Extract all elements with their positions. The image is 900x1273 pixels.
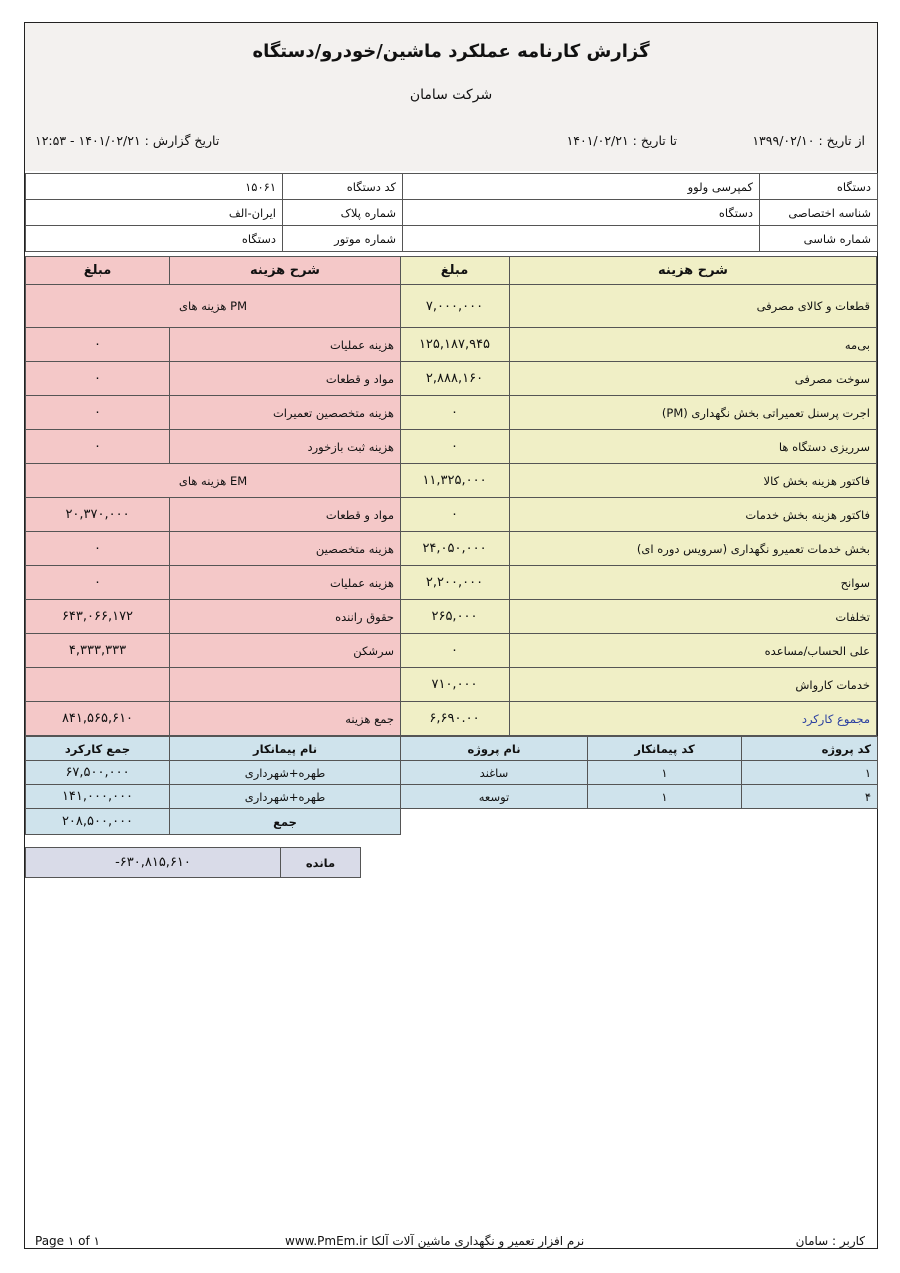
cost-amount: ۰	[400, 396, 510, 430]
cost-desc: بی‌مه	[510, 328, 877, 362]
cost-amount: ۷۱۰,۰۰۰	[400, 668, 510, 702]
cost-amount	[26, 668, 170, 702]
cost-section-title: EM هزینه های	[26, 464, 401, 498]
cost-amount: ۴,۳۳۳,۳۳۳	[26, 634, 170, 668]
cost-desc-header: شرح هزینه	[170, 257, 401, 285]
company-name: شرکت سامان	[409, 87, 493, 103]
cost-row	[26, 498, 401, 532]
cost-row	[26, 430, 401, 464]
cost-section-title: PM هزینه های	[26, 285, 401, 328]
cost-desc: سوانح	[510, 566, 877, 600]
cost-row	[26, 328, 401, 362]
footer-software: نرم افزار تعمیر و نگهداری ماشین آلات آلکا www.PmEm.ir	[285, 1234, 585, 1248]
device-code-value: ۱۵۰۶۱	[26, 174, 283, 200]
cost-header-row	[26, 257, 401, 285]
cost-amount: ۱۱,۳۲۵,۰۰۰	[400, 464, 510, 498]
cost-row	[26, 702, 401, 736]
plate-value: ایران-الف	[26, 200, 283, 226]
project-name: توسعه	[401, 785, 588, 809]
cost-amount: ۲۴,۰۵۰,۰۰۰	[400, 532, 510, 566]
cost-desc: جمع هزینه	[170, 702, 401, 736]
cost-desc: فاکتور هزینه بخش کالا	[510, 464, 877, 498]
cost-row	[400, 285, 877, 328]
cost-row	[26, 532, 401, 566]
cost-row	[26, 668, 401, 702]
cost-row	[400, 566, 877, 600]
cost-row	[26, 600, 401, 634]
remain-value: -۶۳۰,۸۱۵,۶۱۰	[26, 848, 281, 878]
cost-amount: ۶۴۳,۰۶۶,۱۷۲	[26, 600, 170, 634]
projects-sum-row	[26, 809, 878, 835]
cost-desc: مواد و قطعات	[170, 362, 401, 396]
cost-row	[26, 566, 401, 600]
special-id-value: دستگاه	[403, 200, 760, 226]
cost-desc: هزینه عملیات	[170, 328, 401, 362]
cost-table-maintenance	[25, 256, 401, 736]
info-row	[26, 226, 878, 252]
special-id-label: شناسه اختصاصی	[760, 200, 878, 226]
cost-row	[400, 668, 877, 702]
cost-amount: ۰	[26, 328, 170, 362]
cost-desc: علی الحساب/مساعده	[510, 634, 877, 668]
contractor-name-header: نام پیمانکار	[170, 737, 401, 761]
cost-header-row	[400, 257, 877, 285]
remain-label: مانده	[281, 848, 361, 878]
cost-amount: ۰	[400, 498, 510, 532]
cost-desc: بخش خدمات تعمیرو نگهداری (سرویس دوره ای)	[510, 532, 877, 566]
cost-desc: هزینه متخصصین	[170, 532, 401, 566]
cost-amount: ۰	[400, 430, 510, 464]
engine-label: شماره موتور	[283, 226, 403, 252]
report-page	[24, 22, 878, 1249]
to-date: تا تاریخ : ۱۴۰۱/۰۲/۲۱	[566, 133, 677, 148]
cost-desc: مجموع کارکرد	[510, 702, 877, 736]
total-work: ۶۷,۵۰۰,۰۰۰	[26, 761, 170, 785]
table-row	[26, 761, 878, 785]
engine-value: دستگاه	[26, 226, 283, 252]
cost-desc: سوخت مصرفی	[510, 362, 877, 396]
projects-sum-label: جمع	[170, 809, 401, 835]
cost-amount: ۲۰,۳۷۰,۰۰۰	[26, 498, 170, 532]
cost-amount: ۰	[26, 532, 170, 566]
cost-amount: ۱۲۵,۱۸۷,۹۴۵	[400, 328, 510, 362]
project-code: ۴	[742, 785, 878, 809]
device-label: دستگاه	[760, 174, 878, 200]
contractor-name: طهره+شهرداری	[170, 761, 401, 785]
cost-row	[400, 702, 877, 736]
cost-amount: ۲,۲۰۰,۰۰۰	[400, 566, 510, 600]
cost-amount-header: مبلغ	[400, 257, 510, 285]
project-name-header: نام پروژه	[401, 737, 588, 761]
footer-page: Page ۱ of ۱	[35, 1234, 100, 1248]
cost-row	[400, 396, 877, 430]
cost-desc: هزینه ثبت بازخورد	[170, 430, 401, 464]
cost-amount: ۰	[26, 430, 170, 464]
report-header	[25, 23, 877, 171]
chassis-value	[403, 226, 760, 252]
cost-table-main	[399, 256, 877, 736]
total-work-header: جمع کارکرد	[26, 737, 170, 761]
cost-amount: ۸۴۱,۵۶۵,۶۱۰	[26, 702, 170, 736]
cost-desc: تخلفات	[510, 600, 877, 634]
chassis-label: شماره شاسی	[760, 226, 878, 252]
cost-desc: هزینه متخصصین تعمیرات	[170, 396, 401, 430]
cost-amount: ۲۶۵,۰۰۰	[400, 600, 510, 634]
contractor-code: ۱	[588, 761, 742, 785]
from-date: از تاریخ : ۱۳۹۹/۰۲/۱۰	[752, 133, 865, 148]
device-value: کمپرسی ولوو	[403, 174, 760, 200]
cost-amount: ۲,۸۸۸,۱۶۰	[400, 362, 510, 396]
cost-row	[26, 464, 401, 498]
cost-amount: ۰	[26, 362, 170, 396]
plate-label: شماره پلاک	[283, 200, 403, 226]
footer-user: کاربر : سامان	[795, 1234, 865, 1248]
contractor-name: طهره+شهرداری	[170, 785, 401, 809]
projects-header-row	[26, 737, 878, 761]
cost-row	[26, 634, 401, 668]
project-name: ساغند	[401, 761, 588, 785]
cost-row	[400, 430, 877, 464]
cost-row	[26, 396, 401, 430]
total-work: ۱۴۱,۰۰۰,۰۰۰	[26, 785, 170, 809]
cost-desc: هزینه عملیات	[170, 566, 401, 600]
cost-desc: خدمات کارواش	[510, 668, 877, 702]
project-code: ۱	[742, 761, 878, 785]
cost-row	[26, 362, 401, 396]
cost-desc: فاکتور هزینه بخش خدمات	[510, 498, 877, 532]
cost-desc	[170, 668, 401, 702]
cost-desc: سرشکن	[170, 634, 401, 668]
cost-amount: ۶,۶۹۰.۰۰	[400, 702, 510, 736]
cost-row	[400, 464, 877, 498]
cost-amount: ۰	[400, 634, 510, 668]
device-info-table	[25, 173, 878, 252]
cost-amount: ۰	[26, 566, 170, 600]
cost-amount-header: مبلغ	[26, 257, 170, 285]
projects-table	[25, 736, 878, 835]
cost-desc: قطعات و کالای مصرفی	[510, 285, 877, 328]
info-row	[26, 200, 878, 226]
remain-table	[25, 847, 361, 878]
cost-desc: مواد و قطعات	[170, 498, 401, 532]
cost-amount: ۰	[26, 396, 170, 430]
cost-row	[26, 285, 401, 328]
cost-desc: سرریزی دستگاه ها	[510, 430, 877, 464]
cost-desc: اجرت پرسنل تعمیراتی بخش نگهداری (PM)	[510, 396, 877, 430]
cost-row	[400, 362, 877, 396]
cost-row	[400, 498, 877, 532]
cost-desc-header: شرح هزینه	[510, 257, 877, 285]
report-title: گزارش کارنامه عملکرد ماشین/خودرو/دستگاه	[252, 41, 650, 62]
cost-row	[400, 600, 877, 634]
cost-desc: حقوق راننده	[170, 600, 401, 634]
cost-row	[400, 634, 877, 668]
device-code-label: کد دستگاه	[283, 174, 403, 200]
cost-row	[400, 328, 877, 362]
info-row	[26, 174, 878, 200]
report-date: تاریخ گزارش : ۱۴۰۱/۰۲/۲۱ - ۱۲:۵۳	[35, 133, 220, 148]
cost-row	[400, 532, 877, 566]
contractor-code: ۱	[588, 785, 742, 809]
cost-amount: ۷,۰۰۰,۰۰۰	[400, 285, 510, 328]
table-row	[26, 785, 878, 809]
contractor-code-header: کد پیمانکار	[588, 737, 742, 761]
projects-sum-value: ۲۰۸,۵۰۰,۰۰۰	[26, 809, 170, 835]
project-code-header: کد پروژه	[742, 737, 878, 761]
empty-cell	[401, 809, 878, 835]
remain-row	[26, 848, 361, 878]
